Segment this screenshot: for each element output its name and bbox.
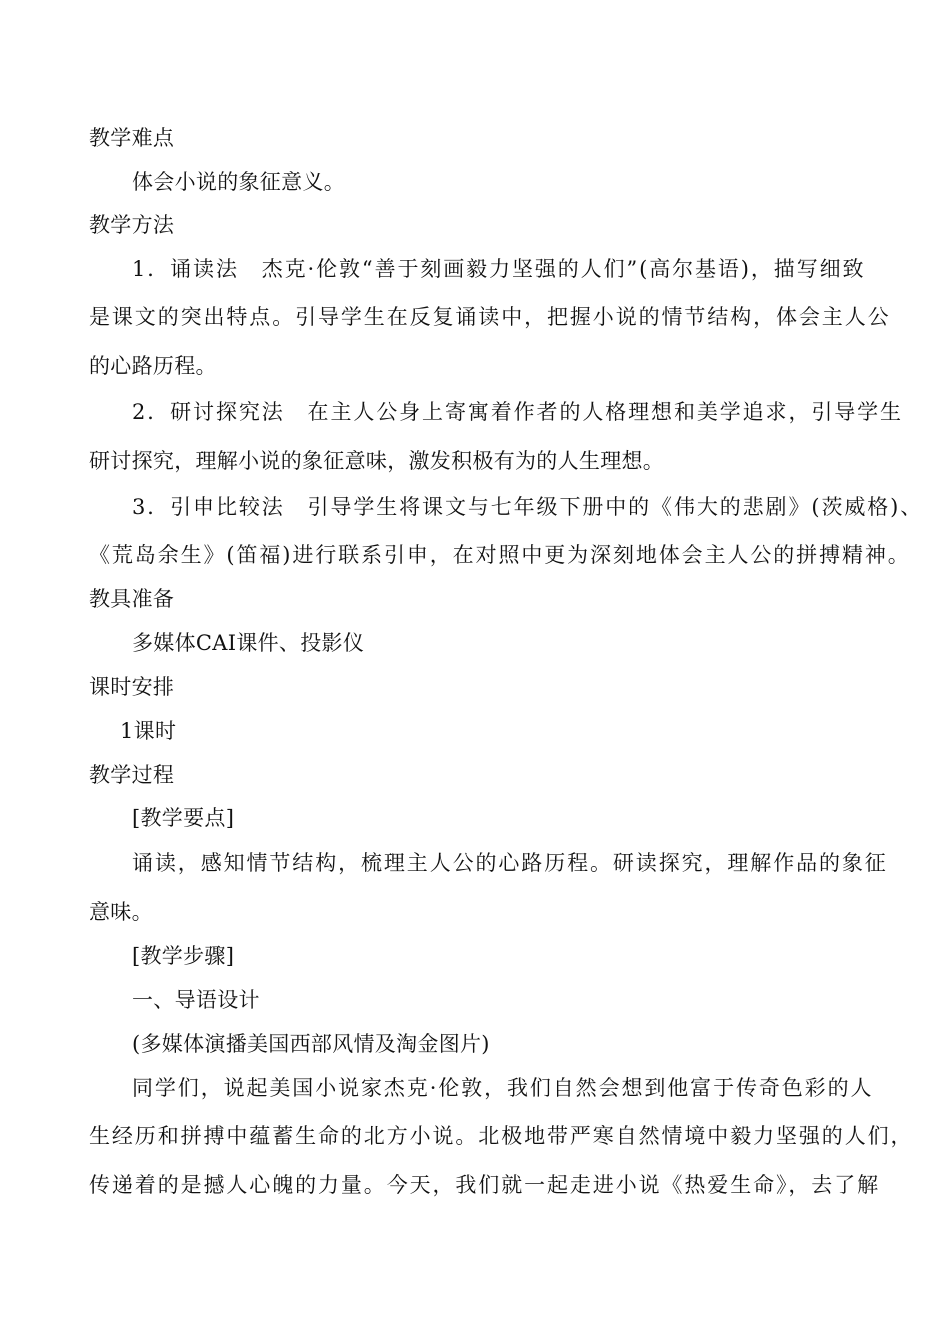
paragraph-line: 《荒岛余生》(笛福)进行联系引申，在对照中更为深刻地体会主人公的拼搏精神。 xyxy=(89,543,911,567)
paragraph-line: [教学步骤] xyxy=(132,944,235,968)
section-heading-teaching-process: 教学过程 xyxy=(89,763,175,787)
paragraph-line: 1．诵读法 杰克·伦敦“善于刻画毅力坚强的人们”(高尔基语)，描写细致 xyxy=(132,257,866,281)
section-heading-teaching-method: 教学方法 xyxy=(89,213,175,237)
paragraph-line: 研讨探究，理解小说的象征意味，激发积极有为的人生理想。 xyxy=(89,449,665,473)
paragraph-line: 同学们，说起美国小说家杰克·伦敦，我们自然会想到他富于传奇色彩的人 xyxy=(132,1076,874,1100)
paragraph-line: 一、导语设计 xyxy=(132,988,260,1012)
paragraph-line: 多媒体CAI课件、投影仪 xyxy=(132,631,365,655)
paragraph-line: 的心路历程。 xyxy=(89,354,217,378)
section-heading-teaching-difficulty: 教学难点 xyxy=(89,126,175,150)
section-heading-class-hours: 课时安排 xyxy=(89,675,175,699)
paragraph-line: 诵读，感知情节结构，梳理主人公的心路历程。研读探究，理解作品的象征 xyxy=(132,851,888,875)
paragraph-line: 意味。 xyxy=(89,900,153,924)
section-heading-teaching-aids: 教具准备 xyxy=(89,587,175,611)
paragraph-line: 传递着的是撼人心魄的力量。今天，我们就一起走进小说《热爱生命》，去了解 xyxy=(89,1173,880,1197)
paragraph-line: (多媒体演播美国西部风情及淘金图片) xyxy=(132,1032,490,1056)
paragraph-line: 是课文的突出特点。引导学生在反复诵读中，把握小说的情节结构，体会主人公 xyxy=(89,305,891,329)
paragraph-line: 3．引申比较法 引导学生将课文与七年级下册中的《伟大的悲剧》(茨威格)、 xyxy=(132,495,924,519)
paragraph-line: [教学要点] xyxy=(132,806,235,830)
paragraph-line: 体会小说的象征意义。 xyxy=(132,170,345,194)
paragraph-line: 生经历和拼搏中蕴蓄生命的北方小说。北极地带严寒自然情境中毅力坚强的人们， xyxy=(89,1124,914,1148)
paragraph-line: 2．研讨探究法 在主人公身上寄寓着作者的人格理想和美学追求，引导学生 xyxy=(132,400,903,424)
paragraph-line: 1课时 xyxy=(120,719,177,743)
